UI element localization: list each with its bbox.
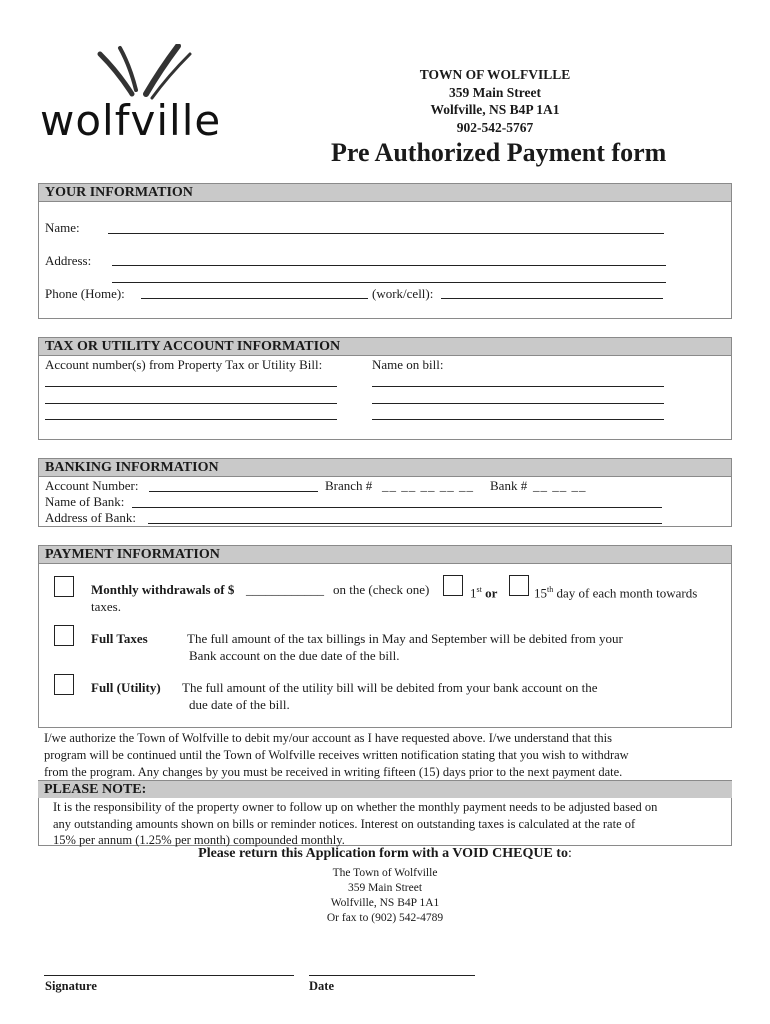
branch-field[interactable]: __ __ __ __ __ — [382, 478, 474, 493]
bank-account-label: Account Number: — [45, 478, 139, 493]
name-on-bill-field-1[interactable] — [372, 386, 664, 387]
please-note-heading: PLEASE NOTE: — [38, 780, 732, 798]
bank-address-label: Address of Bank: — [45, 510, 136, 525]
return-heading-text: Please return this Application form with a VOID CHEQUE to — [198, 846, 568, 861]
note-line: any outstanding amounts shown on bills or reminder notices. Interest on outstanding taxes is calculated at the rate of — [53, 816, 636, 831]
full-utility-checkbox[interactable] — [54, 674, 74, 695]
name-on-bill-field-3[interactable] — [372, 419, 664, 420]
return-address-line: Wolfville, NS B4P 1A1 — [330, 897, 440, 909]
bank-number-label: Bank # — [490, 478, 528, 493]
phone-work-label: (work/cell): — [372, 286, 434, 301]
tax-utility-section — [38, 337, 732, 440]
fifteenth-day-suffix: th — [547, 585, 554, 594]
first-day-option — [470, 581, 497, 601]
phone-home-field[interactable] — [141, 298, 368, 299]
authorization-line: I/we authorize the Town of Wolfville to debit my/our account as I have requested above. I/we understand that this — [44, 731, 612, 745]
wolfville-logo — [40, 44, 255, 164]
org-name: TOWN OF WOLFVILLE — [419, 67, 571, 82]
logo-wordmark: wolfville — [40, 96, 222, 145]
signature-label: Signature — [45, 979, 97, 993]
address-field-2[interactable] — [112, 282, 666, 283]
fifteenth-day-option — [534, 581, 697, 601]
authorization-line: from the program. Any changes by you must be received in writing fifteen (15) days prior to the next payment date. — [44, 765, 623, 779]
account-numbers-label: Account number(s) from Property Tax or Utility Bill: — [45, 357, 323, 372]
account-number-field-1[interactable] — [45, 386, 337, 387]
bank-number-field[interactable]: __ __ __ — [533, 478, 587, 493]
day-of-month-text: day of each month towards — [556, 585, 698, 601]
fifteenth-day-checkbox[interactable] — [509, 575, 529, 596]
full-taxes-label: Full Taxes — [91, 631, 148, 646]
monthly-checkbox[interactable] — [54, 576, 74, 597]
phone-home-label: Phone (Home): — [45, 286, 125, 301]
or-text: or — [485, 585, 498, 601]
branch-label: Branch # — [325, 478, 373, 493]
bank-account-field[interactable] — [149, 491, 318, 492]
phone-work-field[interactable] — [441, 298, 663, 299]
bank-address-field[interactable] — [148, 523, 662, 524]
page-title: Pre Authorized Payment form — [331, 138, 667, 167]
monthly-amount-field[interactable]: ____________ — [246, 582, 324, 597]
full-utility-desc-2: due date of the bill. — [189, 697, 290, 712]
first-day-suffix: st — [476, 585, 482, 594]
return-heading — [0, 846, 770, 862]
please-note-body — [38, 798, 732, 846]
town-header — [330, 66, 660, 136]
return-address-line: 359 Main Street — [347, 882, 423, 894]
fifteenth-day-number: 15 — [534, 585, 547, 601]
section-heading: TAX OR UTILITY ACCOUNT INFORMATION — [39, 338, 731, 356]
note-line: It is the responsibility of the property owner to follow up on whether the monthly payment needs to be adjusted based on — [53, 800, 658, 814]
authorization-line: program will be continued until the Town of Wolfville receives written notification stating that you wish to withdraw — [44, 748, 629, 762]
section-heading: BANKING INFORMATION — [39, 459, 731, 477]
full-taxes-checkbox[interactable] — [54, 625, 74, 646]
date-field[interactable] — [309, 975, 475, 976]
name-on-bill-field-2[interactable] — [372, 403, 664, 404]
return-address-line: Or fax to (902) 542-4789 — [326, 912, 444, 924]
full-utility-label: Full (Utility) — [91, 680, 161, 695]
account-number-field-3[interactable] — [45, 419, 337, 420]
full-taxes-desc-1: The full amount of the tax billings in May and September will be debited from your — [187, 631, 623, 646]
return-address-line: The Town of Wolfville — [332, 867, 438, 879]
check-one-text: on the (check one) — [333, 582, 430, 597]
name-label: Name: — [45, 220, 80, 235]
org-city: Wolfville, NS B4P 1A1 — [430, 102, 560, 117]
signature-field[interactable] — [44, 975, 294, 976]
address-field-1[interactable] — [112, 265, 666, 266]
first-day-number: 1 — [470, 585, 477, 601]
first-day-checkbox[interactable] — [443, 575, 463, 596]
monthly-label: Monthly withdrawals of $ — [91, 582, 235, 597]
note-line: 15% per annum (1.25% per month) compounded monthly. — [53, 833, 345, 847]
bank-name-label: Name of Bank: — [45, 494, 125, 509]
taxes-text: taxes. — [91, 599, 121, 614]
authorization-text — [44, 730, 734, 781]
full-taxes-desc-2: Bank account on the due date of the bill. — [189, 648, 400, 663]
address-label: Address: — [45, 253, 92, 268]
org-phone: 902-542-5767 — [456, 119, 534, 135]
name-field[interactable] — [108, 233, 664, 234]
date-label: Date — [309, 979, 334, 993]
full-utility-desc-1: The full amount of the utility bill will be debited from your bank account on the — [182, 680, 598, 695]
name-on-bill-label: Name on bill: — [372, 357, 444, 372]
return-address — [0, 866, 770, 926]
return-heading-colon: : — [567, 846, 572, 861]
bank-name-field[interactable] — [132, 507, 662, 508]
account-number-field-2[interactable] — [45, 403, 337, 404]
section-heading: YOUR INFORMATION — [39, 184, 731, 202]
section-heading: PAYMENT INFORMATION — [39, 546, 731, 564]
org-street: 359 Main Street — [449, 84, 541, 100]
logo-swoosh-icon — [40, 44, 255, 104]
